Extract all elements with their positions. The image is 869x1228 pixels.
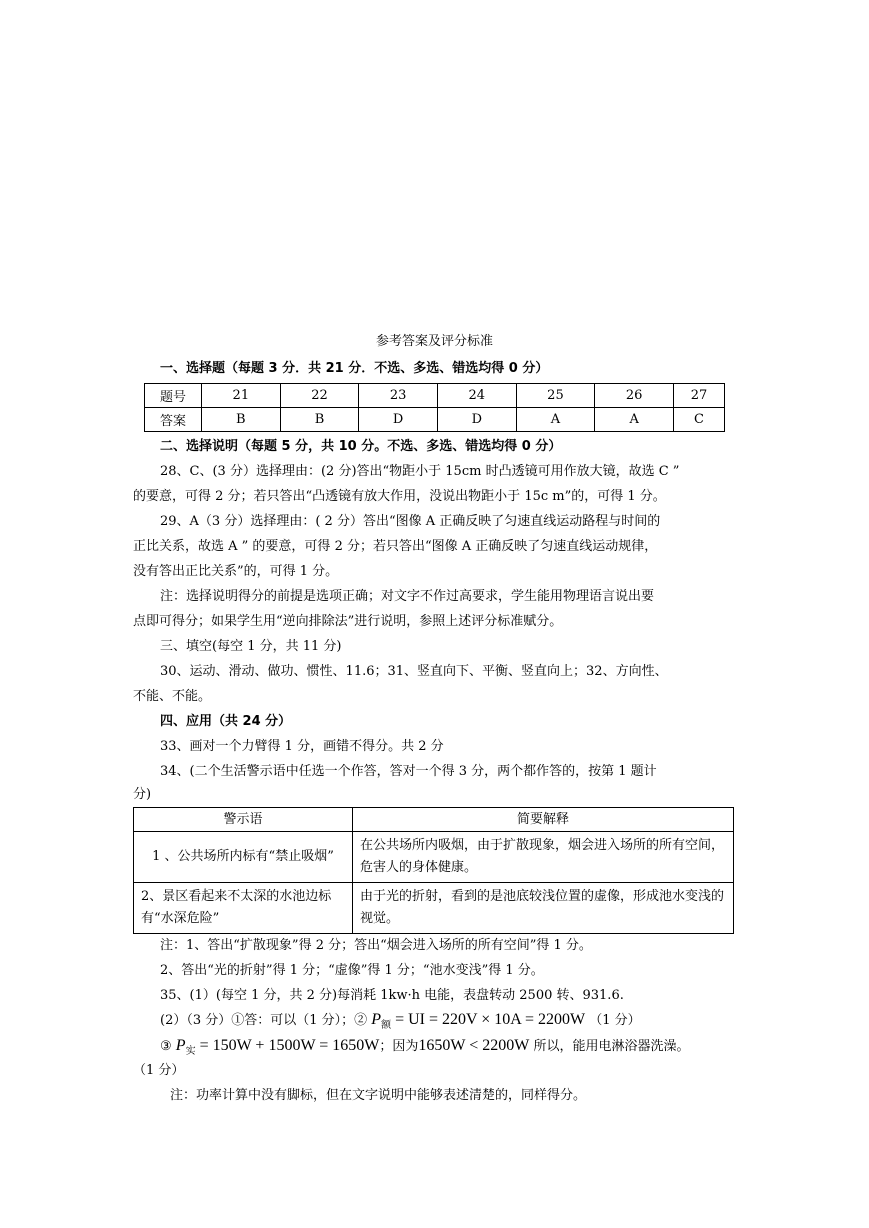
table-row <box>145 384 725 408</box>
formula-subscript: 额 <box>381 1020 392 1032</box>
table-cell: D <box>437 408 516 432</box>
formula-body: = 150W + 1500W = 1650W <box>199 1037 380 1054</box>
note-34-line-2: 2、答出“光的折射”得 1 分；“虚像”得 1 分；“池水变浅”得 1 分。 <box>160 963 544 978</box>
table-cell: 在公共场所内吸烟，由于扩散现象，烟会进入场所的所有空间，危害人的身体健康。 <box>353 832 734 883</box>
table-cell: 23 <box>359 384 438 408</box>
section-2-heading: 二、选择说明（每题 5 分，共 10 分。不选、多选、错选均得 0 分） <box>160 439 562 454</box>
table-cell: 21 <box>202 384 281 408</box>
formula-subscript: 实 <box>185 1046 196 1058</box>
table-row <box>145 408 725 432</box>
q30-line-1: 30、运动、滑动、做功、惯性、11.6；31、竖直向下、平衡、竖直向上；32、方向性、 <box>160 664 668 679</box>
q35-line-3 <box>160 1037 689 1061</box>
q35-line-2-score: （1 分） <box>589 1013 641 1028</box>
q34-line-1: 34、(二个生活警示语中任选一个作答，答对一个得 3 分，两个都作答的，按第 1 题计 <box>160 764 657 779</box>
final-note: 注：功率计算中没有脚标，但在文字说明中能够表述清楚的，同样得分。 <box>170 1088 587 1103</box>
answer-table <box>144 383 725 432</box>
table-row <box>134 883 734 934</box>
note-line-1: 注：选择说明得分的前提是选项正确；对文字不作过高要求，学生能用物理语言说出要 <box>160 589 655 604</box>
q29-line-2: 正比关系，故选 A ” 的要意，可得 2 分；若只答出“图像 A 正确反映了匀速直线运动规律， <box>133 539 658 554</box>
table-cell: 26 <box>595 384 674 408</box>
table-cell: D <box>359 408 438 432</box>
formula-rated-power: $P_额$ = UI = 220V × 10A = 2200W <box>371 1011 586 1032</box>
table-header-cell: 简要解释 <box>353 808 734 832</box>
table-row <box>134 832 734 883</box>
table-header-cell: 答案 <box>145 408 202 432</box>
table-header-cell: 警示语 <box>134 808 353 832</box>
q28-line-1: 28、C、(3 分）选择理由：(2 分)答出“物距小于 15cm 时凸透镜可用作放大镜，故选 C ” <box>160 464 680 479</box>
table-cell: 27 <box>674 384 725 408</box>
formula-body: = UI = 220V × 10A = 2200W <box>395 1011 586 1028</box>
note-34-line-1: 注：1、答出“扩散现象”得 2 分；答出“烟会进入场所的所有空间”得 1 分。 <box>160 938 592 953</box>
table-cell: 1 、公共场所内标有“禁止吸烟” <box>134 832 353 883</box>
table-cell: 22 <box>280 384 359 408</box>
q35-line-3-marker: ③ <box>160 1039 176 1054</box>
table-row <box>134 808 734 832</box>
section-1-heading: 一、选择题（每题 3 分．共 21 分．不选、多选、错选均得 0 分） <box>160 361 549 376</box>
section-3-heading: 三、填空(每空 1 分，共 11 分) <box>160 639 342 654</box>
q35-line-3-text-a: ；因为 <box>379 1039 419 1054</box>
q35-line-3-text-b: 所以，能用电淋浴器洗澡。 <box>529 1039 690 1054</box>
table-cell: 24 <box>437 384 516 408</box>
q30-line-2: 不能、不能。 <box>133 689 212 704</box>
q28-line-2: 的要意，可得 2 分；若只答出“凸透镜有放大作用，没说出物距小于 15c m”的，可得 1 分。 <box>133 489 666 504</box>
q33-line: 33、画对一个力臂得 1 分，画错不得分。共 2 分 <box>160 739 444 754</box>
table-cell: C <box>674 408 725 432</box>
table-cell: A <box>516 408 595 432</box>
q35-line-2 <box>160 1011 641 1035</box>
table-cell: B <box>202 408 281 432</box>
note-line-2: 点即可得分；如果学生用“逆向排除法”进行说明，参照上述评分标准赋分。 <box>133 614 563 629</box>
q35-line-2-text: (2）（3 分）①答：可以（1 分）；② <box>160 1013 368 1028</box>
table-cell: 由于光的折射，看到的是池底较浅位置的虚像，形成池水变浅的视觉。 <box>353 883 734 934</box>
q34-line-2: 分) <box>133 787 152 802</box>
q29-line-1: 29、A（3 分）选择理由：( 2 分）答出“图像 A 正确反映了匀速直线运动路程与时间的 <box>160 514 661 529</box>
q35-line-1: 35、(1）(每空 1 分，共 2 分)每消耗 1kw·h 电能，表盘转动 2500 转、931.6. <box>160 988 624 1003</box>
table-cell: A <box>595 408 674 432</box>
page-title: 参考答案及评分标准 <box>375 334 493 349</box>
table-header-cell: 题号 <box>145 384 202 408</box>
section-4-heading: 四、应用（共 24 分） <box>160 714 292 729</box>
formula-compare: 1650W < 2200W <box>418 1037 530 1054</box>
warning-table <box>133 807 734 934</box>
table-cell: 25 <box>516 384 595 408</box>
q29-line-3: 没有答出正比关系”的，可得 1 分。 <box>133 564 339 579</box>
table-cell: 2、景区看起来不太深的水池边标有“水深危险” <box>134 883 353 934</box>
q35-line-4: （1 分） <box>133 1063 185 1078</box>
formula-actual-power: $P_实 = 150W + 1500W = 1650W$ <box>175 1037 380 1058</box>
table-cell: B <box>280 408 359 432</box>
